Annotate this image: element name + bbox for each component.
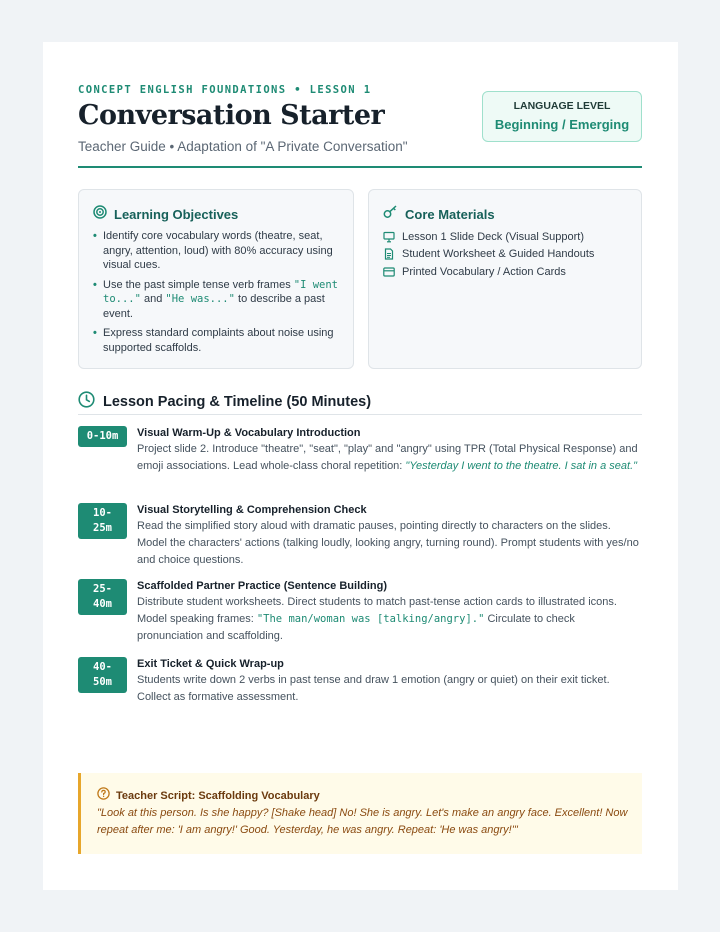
teacher-script-callout (78, 773, 642, 854)
target-icon (93, 205, 107, 224)
timeline-text: Students write down 2 verbs in past tense and draw 1 emotion (angry or quiet) on their exit ticket. Collect as formative assessment. (137, 674, 610, 703)
pacing-title: Lesson Pacing & Timeline (50 Minutes) (103, 394, 372, 410)
timeline-text: Distribute student worksheets. Direct students to match past-tense action cards to illustrated icons. Model speaking frames: "The man/woman was [talking/angry]." Circulate to check pronunciation and scaffolding. (137, 596, 617, 642)
timeline-body (137, 426, 642, 475)
core-materials-title: Core Materials (405, 207, 495, 222)
time-badge: 25- 40m (78, 579, 127, 615)
header-divider (78, 166, 642, 168)
time-badge: 40- 50m (78, 657, 127, 693)
list-item: • Express standard complaints about noise using supported scaffolds. (93, 327, 334, 354)
timeline-title: Exit Ticket & Quick Wrap-up (137, 658, 284, 670)
teacher-script-header (97, 787, 320, 805)
list-item: Lesson 1 Slide Deck (Visual Support) (383, 228, 594, 246)
language-level-badge (482, 91, 642, 142)
page-subtitle: Teacher Guide • Adaptation of "A Private Conversation" (78, 139, 408, 154)
list-item: • Use the past simple tense verb frames "I went to..." and "He was..." to describe a past event. (93, 278, 339, 320)
language-level-label: LANGUAGE LEVEL (513, 100, 611, 112)
document-icon (383, 248, 396, 260)
timeline-title: Scaffolded Partner Practice (Sentence Building) (137, 580, 388, 592)
learning-objectives-title: Learning Objectives (114, 207, 239, 222)
objectives-list (93, 229, 343, 360)
pacing-header (78, 391, 371, 413)
timeline-text: Project slide 2. Introduce "theatre", "seat", "play" and "angry" using TPR (Total Physical Response) and emoji associations. Lead whole-class choral repetition: "Yesterday I went to the theatre. I sat in a seat." (137, 443, 638, 472)
list-item: Printed Vocabulary / Action Cards (383, 263, 594, 281)
presentation-icon (383, 231, 396, 243)
speaking-frame-code: "The man/woman was [talking/angry]." (256, 613, 485, 625)
language-level-value: Beginning / Emerging (494, 117, 630, 132)
pacing-divider (78, 414, 642, 415)
learning-objectives-header (93, 205, 238, 224)
lesson-page (43, 42, 678, 890)
lesson-kicker: CONCEPT ENGLISH FOUNDATIONS • LESSON 1 (78, 84, 372, 96)
timeline-title: Visual Storytelling & Comprehension Check (137, 504, 367, 516)
timeline-body (137, 579, 642, 645)
card-icon (383, 266, 396, 278)
list-item: Student Worksheet & Guided Handouts (383, 246, 594, 264)
question-icon (97, 787, 110, 805)
core-materials-card (368, 189, 642, 369)
time-badge: 0-10m (78, 426, 127, 447)
verb-frame-code: "He was..." (165, 293, 235, 305)
choral-quote: "Yesterday I went to the theatre. I sat in a seat." (405, 460, 638, 472)
timeline-text: Read the simplified story aloud with dramatic pauses, pointing directly to characters on the slides. Model the characters' actions (talking loudly, looking angry, turning round). Prompt students with yes/no and choice questions. (137, 520, 639, 566)
timeline-title: Visual Warm-Up & Vocabulary Introduction (137, 427, 361, 439)
time-badge: 10- 25m (78, 503, 127, 539)
verb-frame-code: "I went to..." (103, 278, 339, 305)
teacher-script-text: "Look at this person. Is she happy? [Shake head] No! She is angry. Let's make an angry face. Excellent! Now repeat after me: 'I am angry!' Good. Yesterday, he was angry. Repeat: 'He was angry!'" (97, 807, 628, 836)
list-item: • Identify core vocabulary words (theatre, seat, angry, attention, loud) with 80% accuracy using visual cues. (93, 230, 333, 271)
core-materials-header (383, 205, 495, 224)
page-title: Conversation Starter (78, 100, 385, 131)
learning-objectives-card (78, 189, 354, 369)
timeline-body (137, 657, 642, 706)
materials-list (383, 228, 594, 281)
key-icon (383, 205, 398, 224)
clock-icon (78, 391, 95, 413)
teacher-script-title: Teacher Script: Scaffolding Vocabulary (116, 790, 320, 802)
timeline-body (137, 503, 642, 569)
